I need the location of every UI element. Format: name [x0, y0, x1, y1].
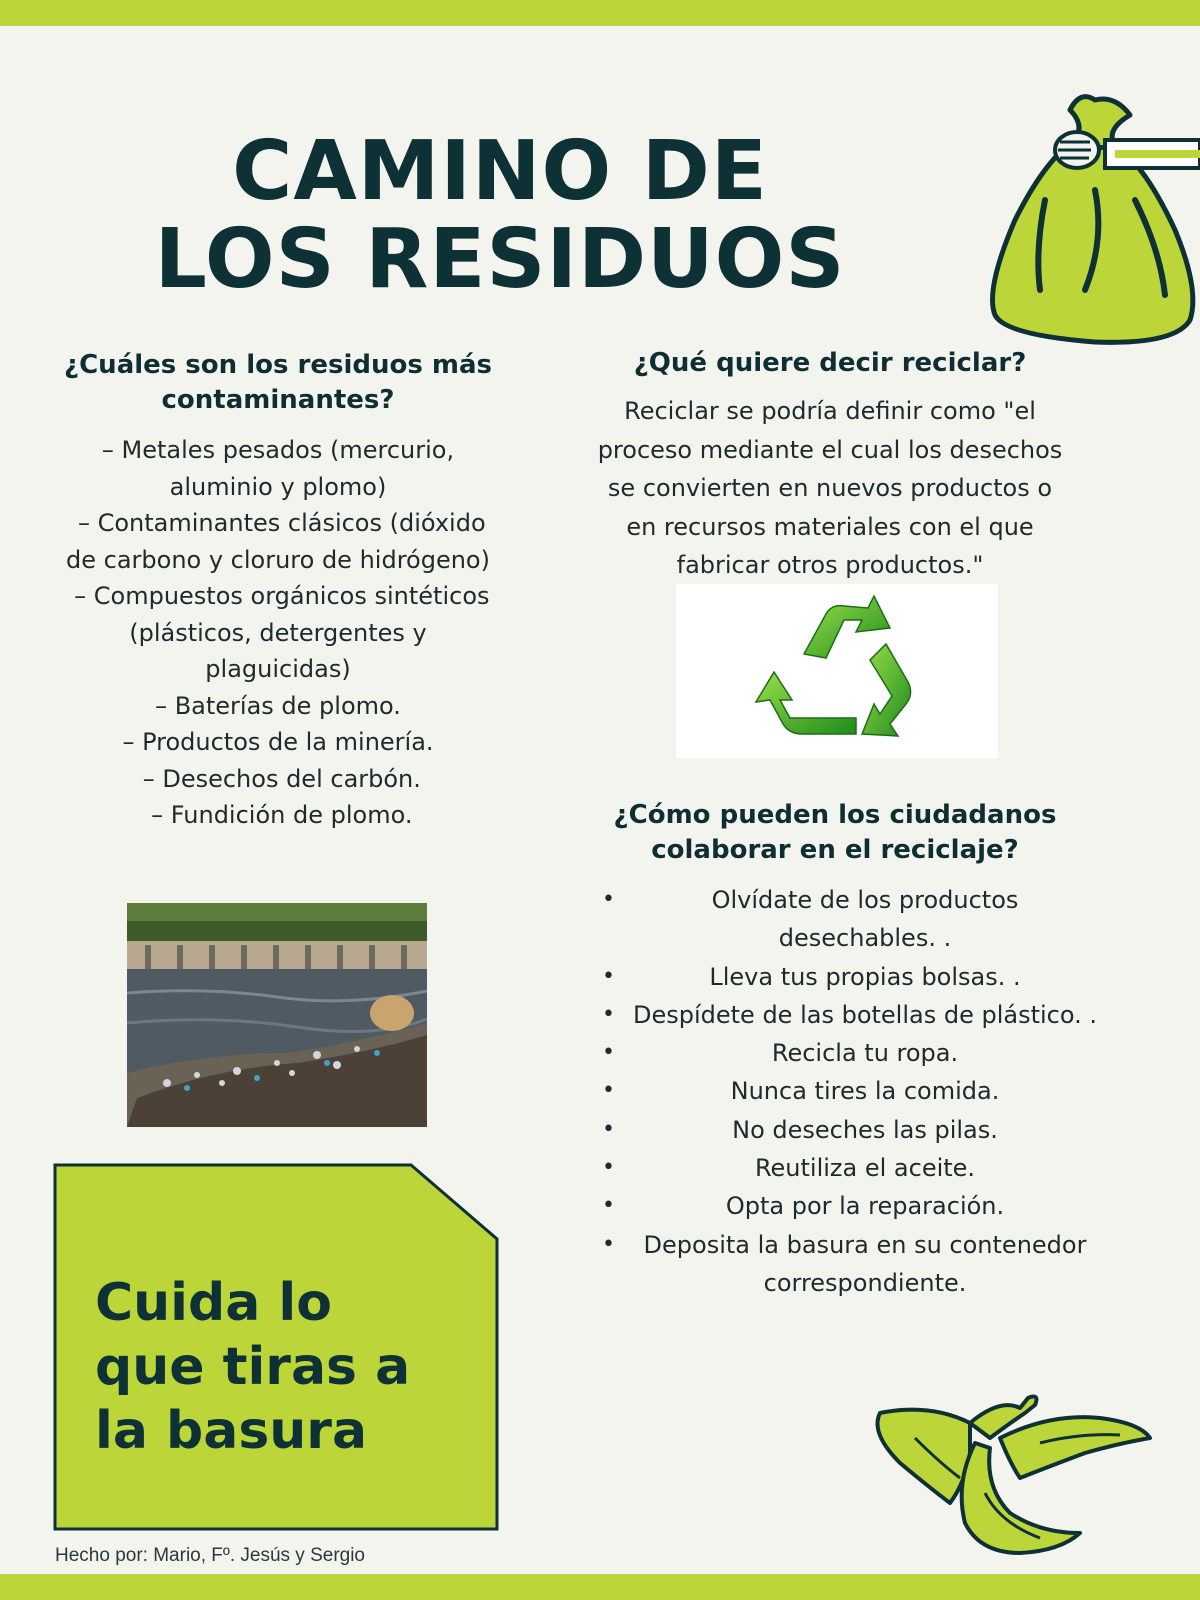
- top-accent-band: [0, 0, 1200, 26]
- cta-line-2: que tiras a: [95, 1337, 411, 1397]
- page-title: [110, 124, 890, 307]
- list-item: • No deseches las pilas.: [600, 1111, 1100, 1149]
- banana-peel-icon: [870, 1383, 1160, 1558]
- call-to-action-box: [53, 1163, 499, 1531]
- list-item: plaguicidas): [205, 655, 351, 683]
- citizens-question: ¿Cómo pueden los ciudadanos colaborar en el reciclaje?: [613, 800, 1057, 865]
- list-item: – Compuestos orgánicos sintéticos: [66, 582, 490, 610]
- list-item: – Metales pesados (mercurio,: [101, 436, 455, 464]
- definition-line: en recursos materiales con el que: [626, 512, 1034, 541]
- list-item: aluminio y plomo): [169, 472, 387, 501]
- list-item: – Contaminantes clásicos (dióxido: [70, 509, 486, 537]
- list-item: • Nunca tires la comida.: [600, 1072, 1100, 1110]
- list-item: de carbono y cloruro de hidrógeno): [66, 545, 490, 574]
- list-item: • Olvídate de los productos desechables. .: [600, 881, 1100, 958]
- recycle-question: ¿Qué quiere decir reciclar?: [633, 348, 1027, 378]
- polluted-river-photo: [127, 903, 427, 1127]
- list-item: (plásticos, detergentes y: [129, 618, 427, 647]
- definition-line: Reciclar se podría definir como "el: [624, 397, 1036, 425]
- list-item: • Despídete de las botellas de plástico. .: [600, 996, 1100, 1034]
- recycle-definition: [580, 392, 1080, 585]
- contaminants-list: [48, 432, 508, 834]
- list-item: – Fundición de plomo.: [143, 801, 413, 829]
- tips-list: [600, 881, 1100, 1302]
- list-item: – Productos de la minería.: [122, 728, 434, 756]
- cta-line-1: Cuida lo: [95, 1273, 332, 1333]
- list-item: – Baterías de plomo.: [155, 691, 401, 720]
- list-item: • Opta por la reparación.: [600, 1187, 1100, 1225]
- definition-line: fabricar otros productos.": [676, 551, 984, 579]
- cta-text: [95, 1271, 475, 1463]
- contaminants-question: ¿Cuáles son los residuos más contaminantes?: [64, 350, 492, 415]
- recycle-icon: [676, 584, 998, 758]
- list-item: • Lleva tus propias bolsas. .: [600, 958, 1100, 996]
- cta-line-3: la basura: [95, 1401, 368, 1461]
- list-item: • Reutiliza el aceite.: [600, 1149, 1100, 1187]
- list-item: • Deposita la basura en su contenedor correspondiente.: [600, 1226, 1100, 1303]
- title-line-2: LOS RESIDUOS: [154, 212, 846, 307]
- list-item: – Desechos del carbón.: [135, 764, 421, 793]
- recycle-image: [676, 584, 998, 758]
- definition-line: proceso mediante el cual los desechos: [597, 435, 1063, 464]
- bottom-accent-band: [0, 1574, 1200, 1600]
- credit-text: Hecho por: Mario, Fº. Jesús y Sergio: [55, 1545, 366, 1566]
- trash-bag-icon: [985, 90, 1200, 350]
- list-item: • Recicla tu ropa.: [600, 1034, 1100, 1072]
- definition-line: se convierten en nuevos productos o: [607, 474, 1053, 502]
- title-line-1: CAMINO DE: [232, 124, 768, 219]
